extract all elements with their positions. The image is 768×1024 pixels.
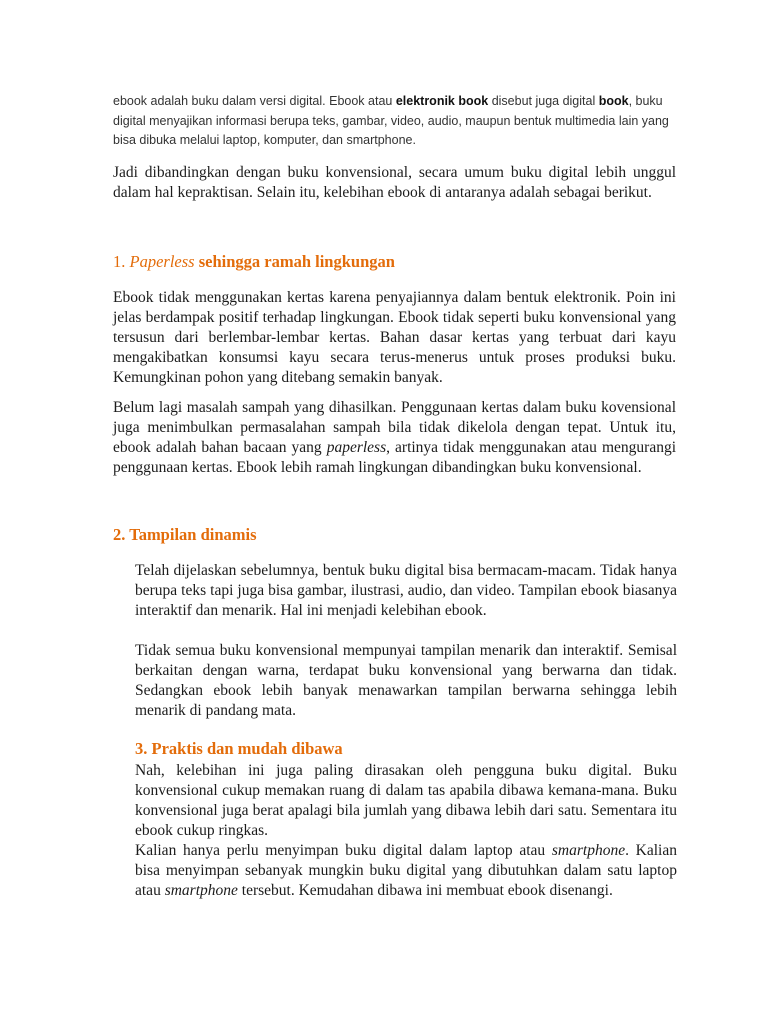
heading-3: 3. Praktis dan mudah dibawa (135, 739, 343, 758)
intro-text-2: disebut juga digital (488, 94, 599, 108)
section-3-p2-mid: . Kalian bisa menyimpan sebanyak mungkin buku digital yang dibutuhkan dalam satu laptop atau (135, 842, 677, 899)
heading-1-number: 1. (113, 252, 130, 271)
heading-1 (113, 252, 395, 272)
section-2-paragraph-1: Telah dijelaskan sebelumnya, bentuk buku digital bisa bermacam-macam. Tidak hanya berupa teks tapi juga bisa gambar, ilustrasi, audio, dan video. Tampilan ebook biasanya interaktif dan menarik. Hal ini menjadi kelebihan ebook. (135, 562, 677, 619)
heading-1-rest: sehingga ramah lingkungan (194, 252, 395, 271)
intro-bold-1: elektronik book (395, 94, 489, 108)
section-3-p2-pre: Kalian hanya perlu menyimpan buku digital dalam laptop atau (135, 842, 552, 859)
section-2-paragraph-2: Tidak semua buku konvensional mempunyai tampilan menarik dan interaktif. Semisal berkaitan dengan warna, terdapat buku konvensional yang berwarna dan tidak. Sedangkan ebook lebih banyak menawarkan tampilan berwarna sehingga lebih menarik di pandang mata. (135, 642, 677, 719)
intro-excerpt (113, 92, 673, 151)
intro-text-1: ebook adalah buku dalam versi digital. Ebook atau (113, 94, 396, 108)
section-3-p2-italic-1: smartphone (551, 842, 626, 859)
section-1-p2-post: , artinya tidak menggunakan atau mengurangi penggunaan kertas. Ebook lebih ramah lingkungan dibandingkan buku konvensional. (113, 439, 677, 476)
section-1-paragraph-2 (113, 398, 676, 478)
section-1-p2-italic: paperless (326, 439, 387, 456)
section-3-p2-italic-2: smartphone (164, 882, 238, 899)
intro-paragraph: Jadi dibandingkan dengan buku konvensional, secara umum buku digital lebih unggul dalam hal kepraktisan. Selain itu, kelebihan ebook di antaranya adalah sebagai berikut. (113, 164, 676, 201)
heading-1-italic: Paperless (129, 252, 195, 271)
section-3-paragraph-1: Nah, kelebihan ini juga paling dirasakan oleh pengguna buku digital. Buku konvensional cukup memakan ruang di dalam tas apabila dibawa kemana-mana. Buku konvensional juga berat apalagi bila jumlah yang dibawa lebih dari satu. Sementara itu ebook cukup ringkas. (135, 762, 677, 839)
intro-text-3: , buku digital menyajikan informasi berupa teks, gambar, video, audio, maupun bentuk multimedia lain yang bisa dibuka melalui laptop, komputer, dan smartphone. (113, 94, 669, 147)
section-3-p2-post: tersebut. Kemudahan dibawa ini membuat ebook disenangi. (237, 882, 613, 899)
section-3-paragraph-2 (135, 841, 677, 901)
heading-2: 2. Tampilan dinamis (113, 525, 257, 544)
intro-bold-2: book (598, 94, 629, 108)
section-1-p2-pre: Belum lagi masalah sampah yang dihasilkan. Penggunaan kertas dalam buku kovensional juga menimbulkan permasalahan sampah bila tidak dikelola dengan tepat. Untuk itu, ebook adalah bahan bacaan yang (113, 399, 676, 456)
section-1-paragraph-1: Ebook tidak menggunakan kertas karena penyajiannya dalam bentuk elektronik. Poin ini jelas berdampak positif terhadap lingkungan. Ebook tidak seperti buku konvensional yang tersusun dari berlembar-lembar kertas. Bahan dasar kertas yang terbuat dari kayu mengakibatkan konsumsi kayu secara terus-menerus untuk proses produksi buku. Kemungkinan pohon yang ditebang semakin banyak. (113, 289, 676, 386)
